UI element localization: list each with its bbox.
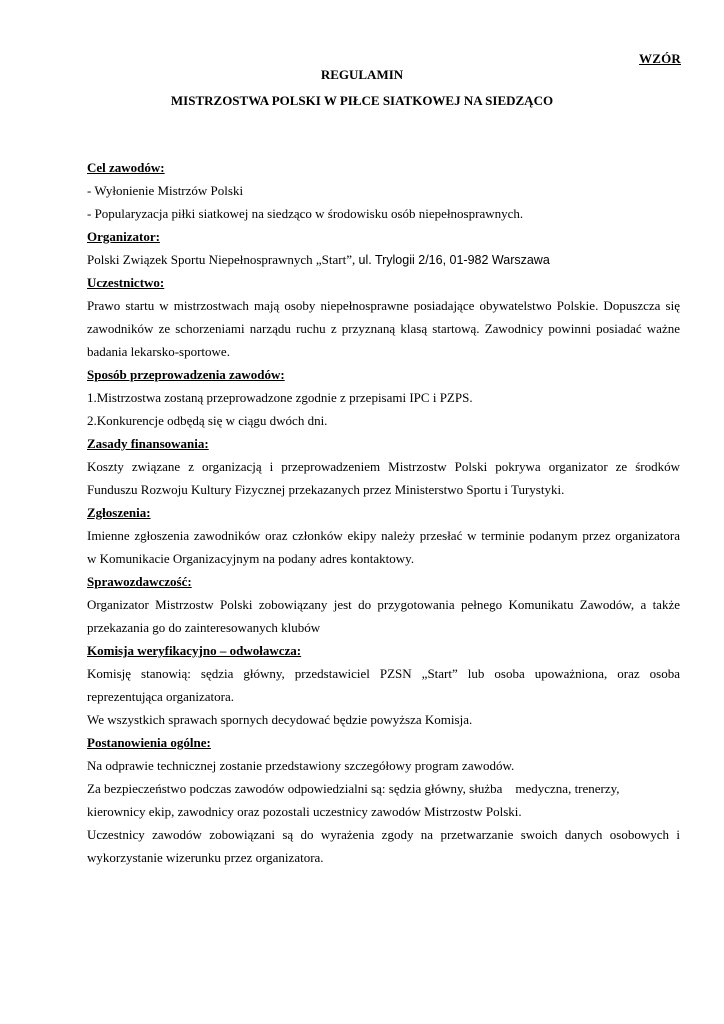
section-heading-sprawozdawczosc: Sprawozdawczość:: [87, 574, 192, 589]
document-body: [87, 156, 680, 869]
section-heading-postanowienia: Postanowienia ogólne:: [87, 735, 211, 750]
template-label: WZÓR: [639, 51, 681, 66]
finansowanie-line: Koszty związane z organizacją i przeprowadzeniem Mistrzostw Polski pokrywa organizator ze środków: [87, 459, 680, 474]
section-heading-cel: Cel zawodów:: [87, 160, 165, 175]
document-subtitle: MISTRZOSTWA POLSKI W PIŁCE SIATKOWEJ NA SIEDZĄCO: [170, 93, 554, 108]
document-title: REGULAMIN: [320, 67, 404, 82]
section-heading-uczestnictwo-row: [87, 271, 680, 294]
postanowienia-line: Na odprawie technicznej zostanie przedstawiony szczegółowy program zawodów.: [87, 758, 515, 773]
section-heading-komisja: Komisja weryfikacyjno – odwoławcza:: [87, 643, 302, 658]
uczestnictwo-line: badania lekarsko-sportowe.: [87, 344, 230, 359]
finansowanie-line: Funduszu Rozwoju Kultury Fizycznej przekazanych przez Ministerstwo Sportu i Turystyki.: [87, 482, 565, 497]
section-heading-finansowanie: Zasady finansowania:: [87, 436, 209, 451]
postanowienia-line: kierownicy ekip, zawodnicy oraz pozostali uczestnicy zawodów Mistrzostw Polski.: [87, 804, 522, 819]
section-heading-zgloszenia: Zgłoszenia:: [87, 505, 151, 520]
organizator-address: ul. Trylogii 2/16, 01-982 Warszawa: [358, 253, 550, 267]
postanowienia-line: Uczestnicy zawodów zobowiązani są do wyrażenia zgody na przetwarzanie swoich danych osobowych i: [87, 827, 680, 842]
section-heading-uczestnictwo: Uczestnictwo:: [87, 275, 165, 290]
organizator-name: Polski Związek Sportu Niepełnosprawnych „Start”,: [87, 252, 359, 267]
komisja-line: reprezentująca organizatora.: [87, 689, 234, 704]
uczestnictwo-line: zawodników ze schorzeniami narządu ruchu z przyznaną klasą startową. Zawodnicy powinni posiadać ważne: [87, 321, 680, 336]
sprawozdawczosc-line: przekazania go do zainteresowanych klubów: [87, 620, 321, 635]
postanowienia-line: Za bezpieczeństwo podczas zawodów odpowiedzialni są: sędzia główny, służba medyczna, trenerzy,: [87, 781, 620, 796]
zgloszenia-line: Imienne zgłoszenia zawodników oraz członków ekipy należy przesłać w terminie podanym przez organizatora: [87, 528, 680, 543]
zgloszenia-line: w Komunikacie Organizacyjnym na podany adres kontaktowy.: [87, 551, 415, 566]
komisja-line: We wszystkich sprawach spornych decydować będzie powyższa Komisja.: [87, 712, 473, 727]
sprawozdawczosc-line: Organizator Mistrzostw Polski zobowiązany jest do przygotowania pełnego Komunikatu Zawodów, a także: [87, 597, 680, 612]
postanowienia-line: wykorzystanie wizerunku przez organizatora.: [87, 850, 324, 865]
sposob-item: 2.Konkurencje odbędą się w ciągu dwóch dni.: [87, 413, 328, 428]
sposob-item: 1.Mistrzostwa zostaną przeprowadzone zgodnie z przepisami IPC i PZPS.: [87, 390, 473, 405]
section-heading-sposob: Sposób przeprowadzenia zawodów:: [87, 367, 285, 382]
komisja-line: Komisję stanowią: sędzia główny, przedstawiciel PZSN „Start” lub osoba upoważniona, oraz osoba: [87, 666, 680, 681]
uczestnictwo-line: Prawo startu w mistrzostwach mają osoby niepełnosprawne posiadające obywatelstwo Polskie. Dopuszcza się: [87, 298, 680, 313]
cel-item: - Popularyzacja piłki siatkowej na siedząco w środowisku osób niepełnosprawnych.: [87, 206, 524, 221]
cel-item: - Wyłonienie Mistrzów Polski: [87, 183, 244, 198]
organizator-text: [87, 248, 680, 271]
section-heading-organizator: Organizator:: [87, 229, 160, 244]
